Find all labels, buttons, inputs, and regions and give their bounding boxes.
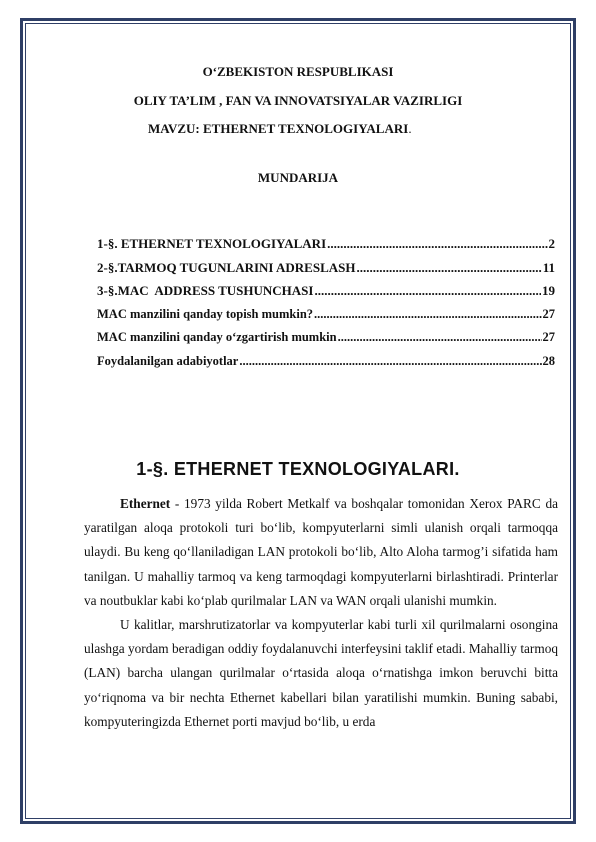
topic-text: MAVZU: ETHERNET TEXNOLOGIYALARI [148, 121, 409, 136]
toc-entry-title: 3-§.MAC ADDRESS TUSHUNCHASI [97, 283, 314, 298]
toc-entry-page: 19 [542, 283, 555, 298]
topic-period: . [408, 121, 412, 136]
topic-heading [148, 121, 412, 137]
toc-entry-page: 27 [542, 306, 555, 321]
paragraph-1 [84, 492, 558, 613]
section-body [84, 492, 558, 734]
toc-entry[interactable] [97, 354, 555, 378]
section-heading: 1-§. ETHERNET TEXNOLOGIYALARI. [136, 459, 460, 479]
term-ethernet: Ethernet [120, 496, 171, 511]
paragraph-2: U kalitlar, marshrutizatorlar va kompyuterlar kabi turli xil qurilmalarni osongina ulashga yordam beradigan oddiy foydalanuvchi interfeysini taklif etadi. Mahalliy tarmoq (LAN) barcha ulangan qurilmalar o‘rtasida aloqa o‘rnatishga imkon beruvchi bitta yo‘riqnoma va bir nechta Ethernet kabellari bilan yaratilishi mumkin. Buning sababi, kompyuteringizda Ethernet porti mavjud bo‘lib, u erda [84, 617, 558, 729]
toc-entry[interactable] [97, 260, 555, 284]
toc-leader-dots [314, 307, 541, 322]
toc-entry-title: MAC manzilini qanday topish mumkin? [97, 306, 314, 321]
toc-entry[interactable] [97, 307, 555, 331]
toc-leader-dots [327, 236, 547, 252]
toc-entry[interactable] [97, 330, 555, 354]
toc-leader-dots [314, 283, 541, 299]
toc-entry-title: MAC manzilini qanday o‘zgartirish mumkin [97, 330, 337, 344]
toc-leader-dots [338, 330, 542, 345]
toc-leader-dots [239, 354, 541, 369]
toc-entry-page: 27 [542, 330, 555, 344]
table-of-contents [97, 236, 555, 377]
republic-heading: O‘ZBEKISTON RESPUBLIKASI [202, 64, 394, 79]
contents-title: MUNDARIJA [257, 170, 339, 185]
toc-entry-page: 11 [542, 259, 555, 275]
toc-entry[interactable] [97, 236, 555, 260]
toc-entry-title: Foydalanilgan adabiyotlar [97, 353, 239, 368]
toc-entry[interactable] [97, 283, 555, 307]
ministry-heading: OLIY TA’LIM , FAN VA INNOVATSIYALAR VAZIRLIGI [133, 93, 463, 108]
toc-entry-page: 2 [548, 236, 555, 251]
toc-entry-title: 1-§. ETHERNET TEXNOLOGIYALARI [97, 236, 327, 251]
toc-entry-page: 28 [542, 353, 555, 368]
paragraph-1-text: - 1973 yilda Robert Metkalf va boshqalar tomonidan Xerox PARC da yaratilgan aloqa protokoli turi bo‘lib, kompyuterlarni simli ulanish orqali tarmoqqa ulaydi. Bu keng qo‘llaniladigan LAN protokoli bo‘lib, Alto Aloha tarmog’i sifatida ham tanilgan. U mahalliy tarmoq va keng tarmoqdagi kompyuterlarni birlashtiradi. Printerlar va noutbuklar kabi ko‘plab qurilmalar LAN va WAN orqali ulanishi mumkin. [84, 496, 558, 608]
toc-leader-dots [356, 260, 541, 276]
toc-entry-title: 2-§.TARMOQ TUGUNLARINI ADRESLASH [97, 259, 356, 275]
